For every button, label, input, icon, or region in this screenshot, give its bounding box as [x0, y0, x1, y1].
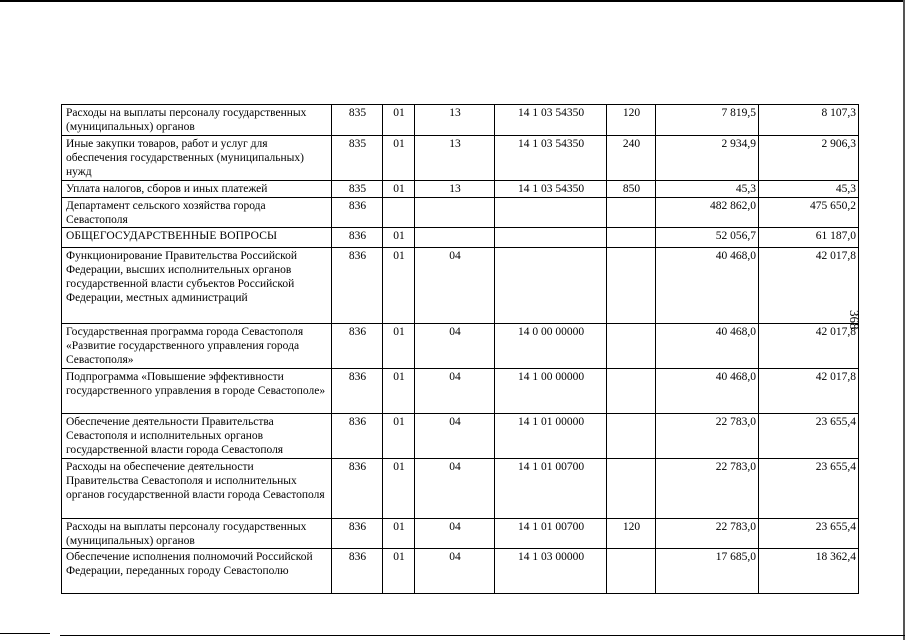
cell-target-article: 14 0 00 00000 [495, 324, 607, 369]
table-row [62, 459, 859, 519]
cell-section: 01 [383, 459, 415, 519]
cell-section: 01 [383, 136, 415, 181]
cell-amount-year1: 7 819,5 [656, 105, 759, 136]
cell-amount-year2: 2 906,3 [759, 136, 859, 181]
cell-name: Уплата налогов, сборов и иных платежей [62, 181, 332, 198]
cell-subsection: 04 [415, 248, 495, 324]
cell-subsection: 13 [415, 105, 495, 136]
cell-amount-year1: 52 056,7 [656, 228, 759, 248]
scan-border-bottom-left [0, 633, 50, 634]
cell-grbs: 836 [332, 324, 383, 369]
cell-amount-year1: 2 934,9 [656, 136, 759, 181]
cell-amount-year1: 40 468,0 [656, 324, 759, 369]
cell-target-article: 14 1 01 00000 [495, 414, 607, 459]
cell-target-article: 14 1 00 00000 [495, 369, 607, 414]
cell-section: 01 [383, 105, 415, 136]
cell-grbs: 835 [332, 181, 383, 198]
cell-target-article [495, 198, 607, 228]
cell-expense-type [607, 248, 656, 324]
cell-grbs: 835 [332, 105, 383, 136]
cell-grbs: 836 [332, 248, 383, 324]
cell-amount-year2: 23 655,4 [759, 414, 859, 459]
cell-expense-type [607, 198, 656, 228]
cell-target-article: 14 1 03 54350 [495, 136, 607, 181]
cell-name: ОБЩЕГОСУДАРСТВЕННЫЕ ВОПРОСЫ [62, 228, 332, 248]
cell-amount-year2: 42 017,8 [759, 369, 859, 414]
table-row [62, 519, 859, 549]
cell-amount-year1: 17 685,0 [656, 549, 759, 594]
cell-grbs: 835 [332, 136, 383, 181]
cell-amount-year2: 23 655,4 [759, 459, 859, 519]
cell-target-article [495, 248, 607, 324]
cell-section: 01 [383, 248, 415, 324]
cell-amount-year1: 482 862,0 [656, 198, 759, 228]
cell-subsection: 04 [415, 414, 495, 459]
cell-target-article: 14 1 01 00700 [495, 459, 607, 519]
cell-amount-year2: 42 017,8 [759, 324, 859, 369]
page-number: 368 [847, 310, 862, 330]
cell-section: 01 [383, 519, 415, 549]
cell-subsection: 04 [415, 324, 495, 369]
cell-subsection [415, 198, 495, 228]
table-row [62, 248, 859, 324]
cell-amount-year2: 45,3 [759, 181, 859, 198]
cell-section: 01 [383, 369, 415, 414]
cell-expense-type [607, 459, 656, 519]
cell-subsection: 13 [415, 136, 495, 181]
cell-amount-year1: 22 783,0 [656, 414, 759, 459]
cell-target-article: 14 1 01 00700 [495, 519, 607, 549]
cell-grbs: 836 [332, 198, 383, 228]
scan-border-bottom [60, 635, 905, 636]
cell-name: Иные закупки товаров, работ и услуг для обеспечения государственных (муниципальных) нужд [62, 136, 332, 181]
cell-target-article: 14 1 03 54350 [495, 105, 607, 136]
table-row [62, 181, 859, 198]
cell-amount-year2: 61 187,0 [759, 228, 859, 248]
cell-expense-type [607, 414, 656, 459]
table-row [62, 136, 859, 181]
cell-subsection: 04 [415, 549, 495, 594]
table-row [62, 414, 859, 459]
cell-expense-type: 240 [607, 136, 656, 181]
cell-amount-year1: 45,3 [656, 181, 759, 198]
cell-expense-type [607, 228, 656, 248]
cell-expense-type: 850 [607, 181, 656, 198]
cell-amount-year1: 40 468,0 [656, 369, 759, 414]
cell-name: Обеспечение деятельности Правительства Севастополя и исполнительных органов государственной власти города Севастополя [62, 414, 332, 459]
cell-subsection: 04 [415, 459, 495, 519]
table-row [62, 105, 859, 136]
cell-name: Функционирование Правительства Российской Федерации, высших исполнительных органов государственной власти субъектов Российской Федерации, местных администраций [62, 248, 332, 324]
cell-grbs: 836 [332, 228, 383, 248]
cell-grbs: 836 [332, 414, 383, 459]
cell-section [383, 198, 415, 228]
table-row [62, 549, 859, 594]
cell-amount-year2: 475 650,2 [759, 198, 859, 228]
cell-section: 01 [383, 228, 415, 248]
cell-target-article: 14 1 03 00000 [495, 549, 607, 594]
cell-name: Департамент сельского хозяйства города Севастополя [62, 198, 332, 228]
cell-section: 01 [383, 549, 415, 594]
cell-grbs: 836 [332, 369, 383, 414]
cell-grbs: 836 [332, 519, 383, 549]
cell-amount-year1: 22 783,0 [656, 459, 759, 519]
budget-table [61, 104, 859, 594]
cell-name: Обеспечение исполнения полномочий Российской Федерации, переданных городу Севастополю [62, 549, 332, 594]
cell-name: Расходы на обеспечение деятельности Правительства Севастополя и исполнительных органов государственной власти города Севастополя [62, 459, 332, 519]
cell-expense-type [607, 549, 656, 594]
cell-amount-year1: 22 783,0 [656, 519, 759, 549]
cell-target-article [495, 228, 607, 248]
cell-subsection: 04 [415, 369, 495, 414]
cell-name: Государственная программа города Севастополя «Развитие государственного управления города Севастополя» [62, 324, 332, 369]
cell-amount-year2: 42 017,8 [759, 248, 859, 324]
cell-section: 01 [383, 414, 415, 459]
cell-grbs: 836 [332, 459, 383, 519]
table-row [62, 369, 859, 414]
cell-expense-type [607, 324, 656, 369]
scan-border-top [0, 0, 905, 2]
cell-amount-year2: 23 655,4 [759, 519, 859, 549]
cell-grbs: 836 [332, 549, 383, 594]
cell-expense-type: 120 [607, 519, 656, 549]
cell-section: 01 [383, 181, 415, 198]
table-row [62, 228, 859, 248]
budget-table-body [62, 105, 859, 594]
cell-subsection: 04 [415, 519, 495, 549]
cell-name: Расходы на выплаты персоналу государственных (муниципальных) органов [62, 105, 332, 136]
cell-amount-year2: 18 362,4 [759, 549, 859, 594]
cell-section: 01 [383, 324, 415, 369]
cell-expense-type [607, 369, 656, 414]
cell-amount-year2: 8 107,3 [759, 105, 859, 136]
cell-amount-year1: 40 468,0 [656, 248, 759, 324]
cell-target-article: 14 1 03 54350 [495, 181, 607, 198]
cell-name: Подпрограмма «Повышение эффективности государственного управления в городе Севастополе» [62, 369, 332, 414]
cell-subsection: 13 [415, 181, 495, 198]
table-row [62, 324, 859, 369]
cell-expense-type: 120 [607, 105, 656, 136]
cell-name: Расходы на выплаты персоналу государственных (муниципальных) органов [62, 519, 332, 549]
cell-subsection [415, 228, 495, 248]
table-row [62, 198, 859, 228]
